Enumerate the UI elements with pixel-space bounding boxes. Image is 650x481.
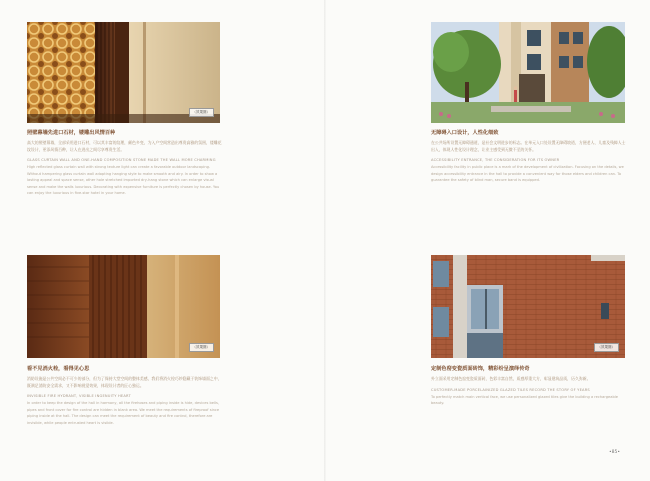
section-body-zh: 高大的照壁幕墙，全部采用进口石材，可以其丰富的纹理，颜色多变，为入户空间营造出尊贵高雅的氛围，镂雕花纹设计，更添风情百种，让人在进出之间尽享尊贵生活。: [27, 139, 222, 152]
section-title: 定制色窑变瓷质面砖饰，精彩纷呈演绎传奇: [431, 366, 530, 372]
section-title-en: INVISIBLE FIRE HYDRANT, VISIBLE INGENUITY HEART: [27, 394, 131, 399]
page-gutter: [324, 0, 326, 481]
photo-lattice-wall: [27, 22, 220, 123]
section-body-zh: 消防设施是公共空间必不可少的部分，但为了保持大堂空间的整体美感，我们将消火栓巧妙隐藏于装饰墙面之中，既满足消防安全需求，又不影响视觉效果，体现设计者的匠心独运。: [27, 375, 222, 388]
photo-wood-hall: [27, 255, 220, 358]
photo-caption: （效果图）: [189, 343, 215, 352]
section-title: 看不见消火栓，看得见心思: [27, 366, 90, 372]
section-title-en: GLASS CURTAIN WALL AND ONE-HAND COMPOSITION STONE MADE THE WALL MORE CHARMING: [27, 158, 216, 163]
section-curtain-wall: [27, 130, 224, 197]
page-number: •85•: [608, 450, 620, 455]
section-body-en: High reflected glass curtain wall with strong texture light can create a favorable outdoor landscaping. Without hampering glass curtain wall adopting hanging style to make smooth and airy. In order to show a lasting appeal and space sense, other hole stretched imported dry-hang stone which can enlarge visual sense and make the walls luxurious. Decorating with expensive furniture is perfectly chosen by house. You can enjoy the luxurious in five-star hotel in your home.: [27, 165, 220, 196]
section-body-en: In order to keep the design of the hall in harmony, all the firehoses and piping inside is hide, devices bells, pipes and front cover for fire control are hidden in blank area. We meet the requirements of fireproof since piping inside at the hall. The design can meet the requirement of beauty and fire control, therefore are invisible, while people entrusted heart is visible.: [27, 401, 220, 425]
section-body-en: Accessibility facility in public place is a mark of the development of civilization. Focusing on the details, we design accessibility entrance in the hall to provide a convenient way for those elders and children can. To guarantee the safety of blind man, secure band is equipped.: [431, 165, 624, 183]
section-accessibility: [431, 130, 627, 184]
section-body-zh: 在公共场所设置无障碍通道，是社会文明进步的标志。在单元入口处设置无障碍坡道，方便老人、儿童及残障人士出入，体现人性化设计理念，让业主感受到无微不至的关怀。: [431, 139, 626, 152]
section-title: 无障碍入口设计，人性化细致: [431, 130, 499, 136]
section-title: 照壁幕墙先进口石材，镂雕出风情百种: [27, 130, 116, 136]
photo-caption: （效果图）: [594, 343, 620, 352]
photo-accessible-entrance: [431, 22, 625, 123]
section-body-zh: 外立面采用定制色窑变瓷质面砖，色彩丰富自然，质感厚重大方，彰显建筑品质，历久弥新。: [431, 375, 591, 381]
section-fire-hydrant: [27, 366, 224, 426]
section-title-en: CUSTOMER-MADE PORCELAINIZED GLAZED TILES RECORD THE STORY OF YEARS: [431, 387, 590, 392]
section-title-en: ACCESSIBILITY ENTRANCE, THE CONSIDERATION FOR ITS OWNER: [431, 158, 560, 163]
photo-caption: （效果图）: [189, 108, 215, 117]
section-glazed-tiles: [431, 366, 627, 407]
photo-brick-facade: [431, 255, 625, 358]
section-body-en: To perfectly match main vertical face, we use personalized glazed tiles give the building a rechargeable beauty.: [431, 394, 618, 406]
